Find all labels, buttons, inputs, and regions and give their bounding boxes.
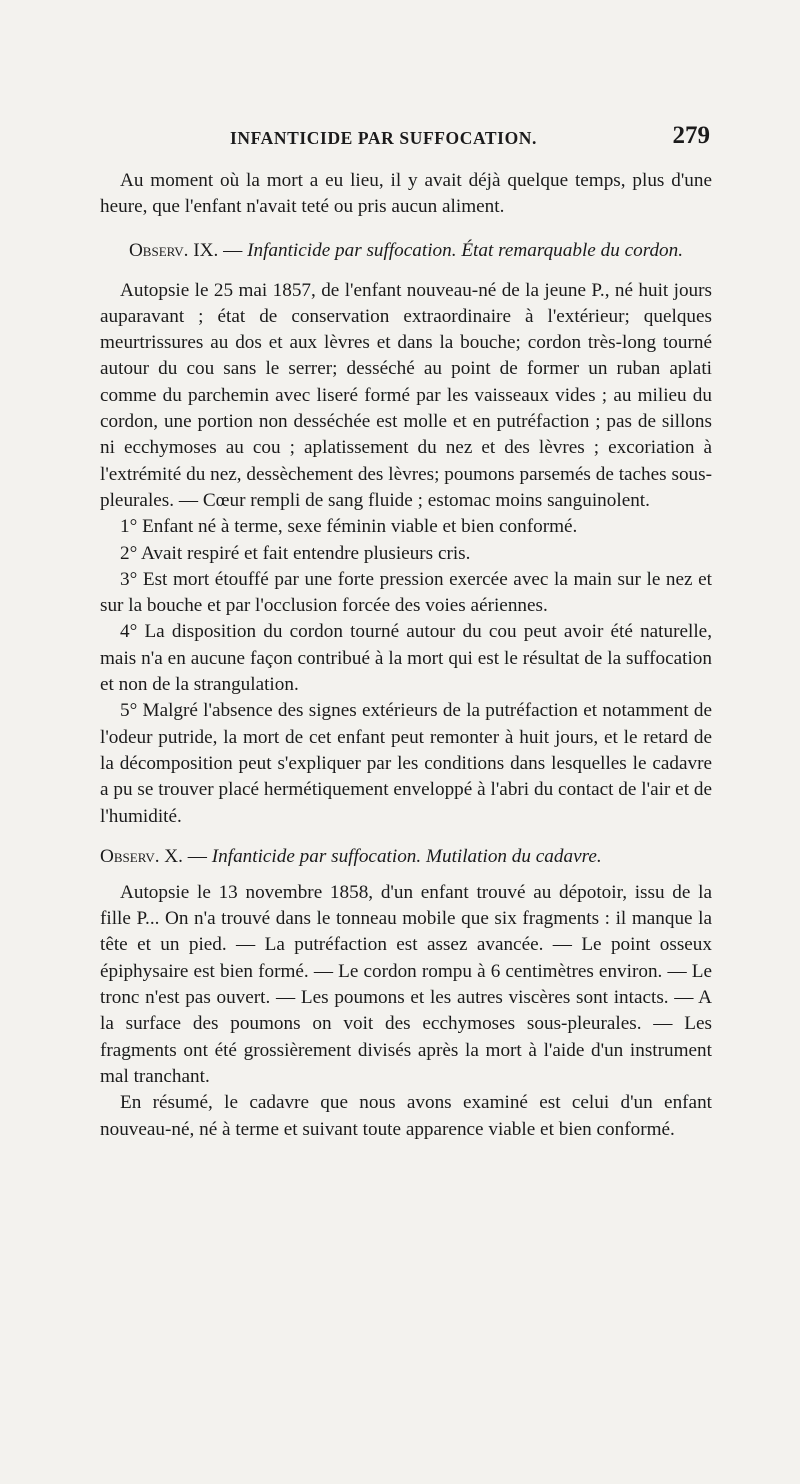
observation-9-conclusion-4: 4° La disposition du cordon tourné autour du cou peut avoir été naturelle, mais n'a en aucune façon contribué à la mort qui est le résultat de la suffocation et non de la strangulation. — [100, 621, 712, 696]
running-title: INFANTICIDE PAR SUFFOCATION. — [230, 128, 538, 148]
intro-paragraph: Au moment où la mort a eu lieu, il y avait déjà quelque temps, plus d'une heure, que l'enfant n'avait teté ou pris aucun aliment. — [100, 170, 712, 218]
running-head — [100, 124, 712, 154]
observation-9-heading — [100, 238, 712, 264]
observation-9-body: Autopsie le 25 mai 1857, de l'enfant nouveau-né de la jeune P., né huit jours auparavant ; état de conservation extraordinaire à l'extérieur; quelques meurtrissures au dos et aux lèvres et dans la bouche; cordon très-long tourné autour du cou sans le serrer; desséché au point de former un ruban aplati comme du parchemin avec liseré formé par les vaisseaux vides ; au milieu du cordon, une portion non desséchée est molle et en putréfaction ; pas de sillons ni ecchymoses au cou ; aplatissement du nez et des lèvres ; excoriation à l'extrémité du nez, dessèchement des lèvres; poumons parsemés de taches sous-pleurales. — Cœur rempli de sang fluide ; estomac moins sanguinolent. — [100, 279, 712, 511]
observation-9-label: Observ. IX. — [128, 239, 219, 261]
observation-9-conclusion-1: 1° Enfant né à terme, sexe féminin viable et bien conformé. — [120, 516, 578, 538]
observation-10-label: Observ. X. — [100, 845, 183, 867]
observation-9-title: Infanticide par suffocation. État remarquable du cordon. — [247, 239, 684, 261]
observation-9-conclusion-3: 3° Est mort étouffé par une forte pression exercée avec la main sur le nez et sur la bouche et par l'occlusion forcée des voies aériennes. — [100, 568, 712, 617]
observation-10-summary: En résumé, le cadavre que nous avons examiné est celui d'un enfant nouveau-né, né à terme et suivant toute apparence viable et bien conformé. — [100, 1092, 712, 1140]
observation-10-separator: — — [182, 845, 212, 867]
observation-9-conclusion-2: 2° Avait respiré et fait entendre plusieurs cris. — [120, 542, 471, 564]
observation-10-body: Autopsie le 13 novembre 1858, d'un enfant trouvé au dépotoir, issu de la fille P... On n'a trouvé dans le tonneau mobile que six fragments : il manque la tête et un pied. — La putréfaction est assez avancée. — Le point osseux épiphysaire est bien formé. — Le cordon rompu à 6 centimètres environ. — Le tronc n'est pas ouvert. — Les poumons et les autres viscères sont intacts. — A la surface des poumons on voit des ecchymoses sous-pleurales. — Les fragments ont été grossièrement divisés après la mort à l'aide d'un instrument mal tranchant. — [100, 881, 712, 1087]
observation-10-title: Infanticide par suffocation. Mutilation du cadavre. — [211, 845, 602, 867]
page-number: 279 — [672, 122, 710, 149]
observation-10-heading — [100, 844, 712, 870]
observation-9-separator: — — [218, 239, 248, 261]
observation-9-conclusion-5: 5° Malgré l'absence des signes extérieurs de la putréfaction et notamment de l'odeur putride, la mort de cet enfant peut remonter à huit jours, et le retard de la décomposition peut s'expliquer par les conditions dans lesquelles le cadavre a pu se trouver placé hermétiquement enveloppé à l'abri du contact de l'air et de l'humidité. — [100, 700, 712, 827]
